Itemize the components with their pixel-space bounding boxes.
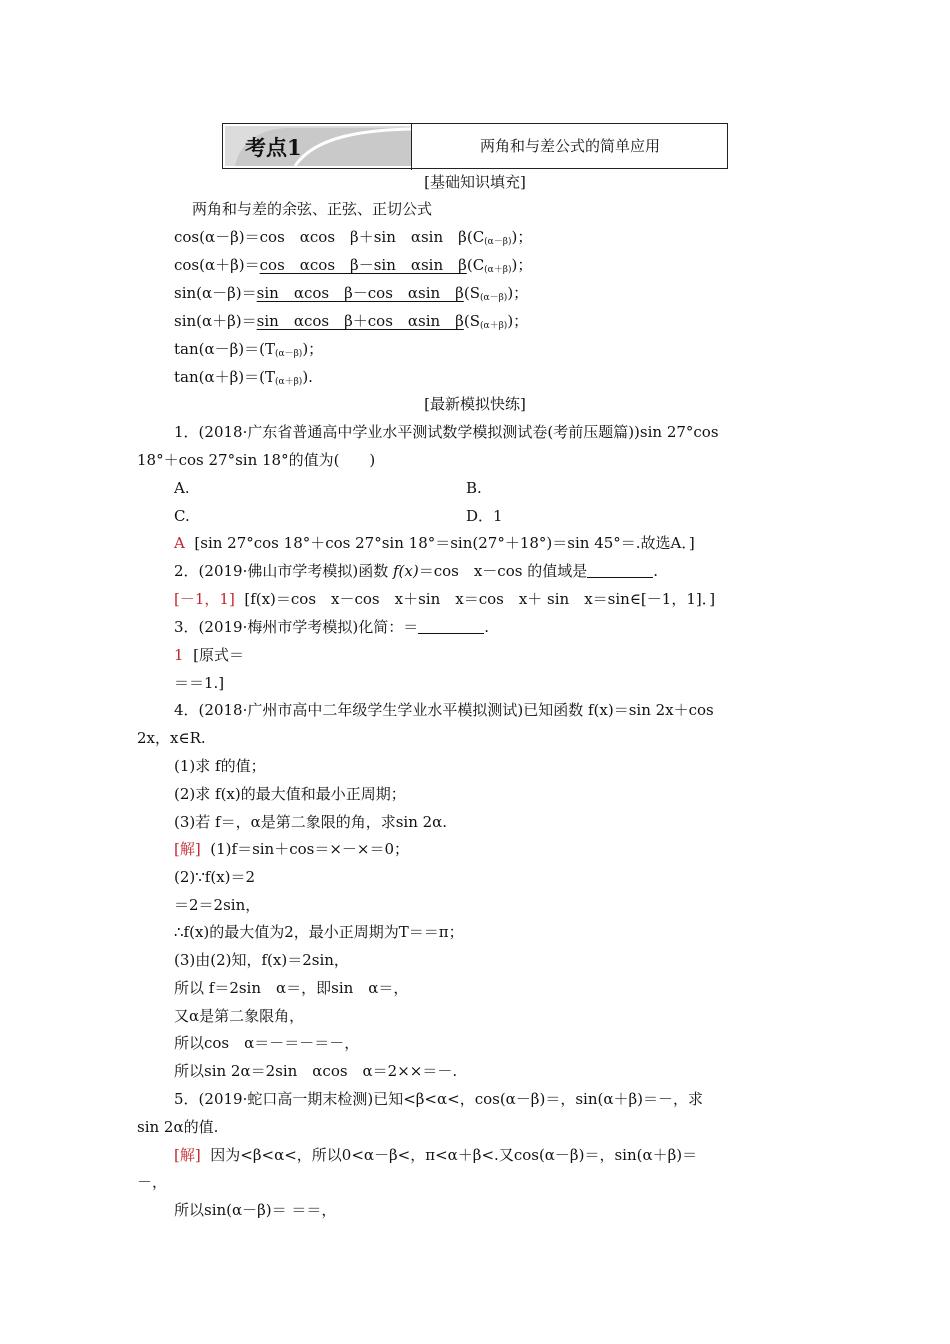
q3-answer: 1 — [174, 646, 184, 664]
q1-option-c: C. — [174, 507, 190, 525]
q4-solution-2: (2)∵f(x)＝2 — [174, 868, 256, 886]
topic-label: 考点1 — [245, 135, 302, 160]
q2-answer: [－1，1] — [174, 590, 235, 608]
q4-solution-5: (3)由(2)知，f(x)＝2sin， — [174, 951, 349, 969]
q5-solution-3: 所以sin(α－β)＝ ＝＝， — [174, 1201, 337, 1219]
q1-stem-line1: 1．(2018·广东省普通高中学业水平测试数学模拟测试卷(考前压题篇))sin 27°cos — [174, 423, 719, 441]
q5-solution-1: [解] 因为<β<α<，所以0<α－β<，π<α＋β<.又cos(α－β)＝，sin(α＋β)＝ — [174, 1146, 698, 1164]
q5-stem-line2: sin 2α的值. — [137, 1118, 219, 1136]
topic-badge — [225, 126, 411, 166]
section-intro: 两角和与差的余弦、正弦、正切公式 — [192, 200, 433, 218]
q1-option-d: D．1 — [466, 507, 503, 525]
q5-stem-line1: 5．(2019·蛇口高一期末检测)已知<β<α<，cos(α－β)＝，sin(α＋β)＝－，求 — [174, 1090, 703, 1108]
q4-part1: (1)求 f的值； — [174, 757, 266, 775]
formula-sin-minus: sin(α－β)＝sin αcos β－cos αsin $\beta(S_{(\alpha-\beta)})$； — [174, 284, 529, 303]
q1-answer: A — [174, 534, 185, 552]
q4-solution-9: 所以sin 2α＝2sin αcos α＝2××＝－. — [174, 1062, 458, 1080]
q4-solution-tag: [解] — [174, 840, 201, 858]
q5-solution-2: －， — [137, 1173, 168, 1191]
topic-title: 两角和与差公式的简单应用 — [479, 137, 660, 155]
q4-solution-4: ∴f(x)的最大值为2，最小正周期为T＝＝π； — [174, 923, 464, 941]
q1-stem-line2: 18°＋cos 27°sin 18°的值为( ) — [137, 451, 376, 469]
q3-blank — [418, 619, 484, 634]
q4-stem-line1: 4．(2018·广州市高中二年级学生学业水平模拟测试)已知函数 f(x)＝sin 2x＋cos — [174, 701, 714, 719]
q4-part2: (2)求 f(x)的最大值和最小正周期； — [174, 785, 406, 803]
q4-solution-8: 所以cos α＝－＝－＝－， — [174, 1034, 360, 1052]
q5-solution-tag: [解] — [174, 1146, 201, 1164]
q1-option-a: A. — [174, 479, 190, 497]
q4-solution-1: [解] (1)f＝sin＋cos＝×－×＝0； — [174, 840, 410, 858]
section-heading-basics: [基础知识填充] — [424, 173, 526, 191]
formula-tan-minus: $\tan(\alpha-\beta)=(T_{(\alpha-\beta)})$； — [174, 340, 324, 359]
q4-solution-3: ＝2＝2sin， — [174, 896, 261, 914]
formula-cos-plus: cos(α＋β)＝cos αcos β－sin αsin $\beta(C_{(\alpha+\beta)})$； — [174, 256, 533, 275]
q3-stem: 3．(2019·梅州市学考模拟)化简：＝ . — [174, 618, 489, 636]
q3-solution-line2: ＝＝1.] — [174, 674, 225, 692]
topic-banner — [222, 123, 728, 169]
formula-sin-plus: sin(α＋β)＝sin αcos β＋cos αsin $\beta(S_{(\alpha+\beta)})$； — [174, 312, 529, 331]
q1-solution: A [sin 27°cos 18°＋cos 27°sin 18°＝sin(27°＋18°)＝sin 45°＝.故选A．] — [174, 534, 695, 552]
q1-option-b: B. — [466, 479, 482, 497]
formula-cos-minus: cos(α－β)＝cos αcos β＋sin αsin $\beta(C_{(\alpha-\beta)})$； — [174, 228, 533, 247]
formula-tan-plus: $\tan(\alpha+\beta)=(T_{(\alpha+\beta)})$. — [174, 368, 313, 387]
q2-stem: 2．(2019·佛山市学考模拟)函数 f(x)＝cos x－cos 的值域是 . — [174, 562, 658, 580]
q4-stem-line2: 2x，x∈R. — [137, 729, 206, 747]
q4-part3: (3)若 f＝，α是第二象限的角，求sin 2α. — [174, 813, 448, 831]
q4-solution-7: 又α是第二象限角， — [174, 1007, 305, 1025]
q2-solution: [－1，1] [f(x)＝cos x－cos x＋sin x＝cos x＋ sin x＝sin∈[－1，1]．] — [174, 590, 716, 608]
q3-solution-line1: 1 [原式＝ — [174, 646, 244, 664]
q2-blank — [587, 563, 653, 578]
section-heading-practice: [最新模拟快练] — [424, 395, 526, 413]
q4-solution-6: 所以 f＝2sin α＝，即sin α＝， — [174, 979, 409, 997]
